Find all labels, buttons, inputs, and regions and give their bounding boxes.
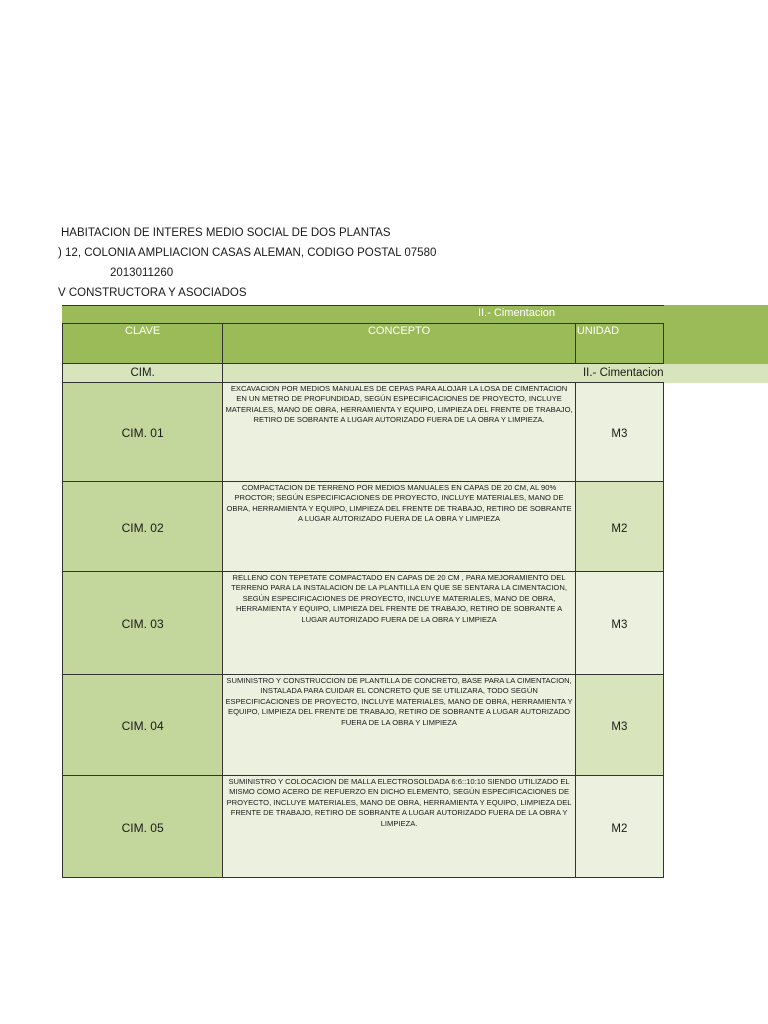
group-row xyxy=(63,364,664,383)
table-header-row xyxy=(63,324,664,364)
concepto-text: COMPACTACION DE TERRENO POR MEDIOS MANUALES EN CAPAS DE 20 CM, AL 90% PROCTOR; SEGÚN ESPECIFICACIONES DE PROYECTO, INCLUYE MATERIALES, MANO DE OBRA, HERRAMIENTA Y EQUIPO, LIMPIEZA DEL FRENTE DE TRABAJO, RETIRO DE SOBRANTE A LUGAR AUTORIZADO FUERA DE LA OBRA Y LIMPIEZA xyxy=(226,483,572,524)
clave-cell[interactable] xyxy=(63,776,223,878)
section-title-band xyxy=(62,305,664,324)
table-row xyxy=(63,572,664,675)
concepto-cell[interactable] xyxy=(223,776,576,878)
concepto-cell[interactable] xyxy=(223,572,576,675)
clave-cell[interactable] xyxy=(63,482,223,572)
column-header-unidad[interactable]: UNIDAD xyxy=(575,324,663,364)
clave-text: CIM. 04 xyxy=(121,719,164,733)
project-title: HABITACION DE INTERES MEDIO SOCIAL DE DOS PLANTAS xyxy=(61,227,391,239)
group-row-extension xyxy=(664,364,768,383)
project-address: ) 12, COLONIA AMPLIACION CASAS ALEMAN, CODIGO POSTAL 07580 xyxy=(58,247,437,259)
table-row xyxy=(63,383,664,482)
unidad-text: M3 xyxy=(611,721,628,733)
unidad-text: M2 xyxy=(611,522,628,535)
group-clave[interactable]: CIM. xyxy=(63,364,223,383)
clave-text: CIM. 02 xyxy=(121,520,164,535)
section-title-band-extension xyxy=(664,305,768,364)
unidad-text: M3 xyxy=(611,428,628,440)
unidad-cell[interactable] xyxy=(575,776,663,878)
clave-text: CIM. 05 xyxy=(121,820,164,835)
unidad-cell[interactable] xyxy=(575,572,663,675)
concepto-text: RELLENO CON TEPETATE COMPACTADO EN CAPAS DE 20 CM , PARA MEJORAMIENTO DEL TERRENO PARA LA INSTALACION DE LA PLANTILLA EN QUE SE SENTARA LA CIMENTACION, SEGÚN ESPECIFICACIONES DE PROYECTO, INCLUYE MATERIALES, MANO DE OBRA, HERRAMIENTA Y EQUIPO, LIMPIEZA DEL FRENTE DE TRABAJO, RETIRO DE SOBRANTE A LUGAR AUTORIZADO FUERA DE LA OBRA Y LIMPIEZA xyxy=(231,573,567,624)
unidad-text: M3 xyxy=(611,619,628,631)
company-name: V CONSTRUCTORA Y ASOCIADOS xyxy=(58,287,247,299)
group-label[interactable] xyxy=(223,364,664,383)
section-title: II.- Cimentacion xyxy=(478,307,556,319)
group-label-text: II.- Cimentacion xyxy=(582,367,664,379)
concepto-text: SUMINISTRO Y COLOCACION DE MALLA ELECTROSOLDADA 6:6::10:10 SIENDO UTILIZADO EL MISMO COMO ACERO DE REFUERZO EN DICHO ELEMENTO, SEGÚN ESPECIFICACIONES DE PROYECTO, INCLUYE MATERIALES, MANO DE OBRA, HERRAMIENTA Y EQUIPO, LIMPIEZA DEL FRENTE DE TRABAJO, RETIRO DE SOBRANTE A LUGAR AUTORIZADO FUERA DE LA OBRA Y LIMPIEZA. xyxy=(226,777,572,828)
column-header-clave[interactable]: CLAVE xyxy=(63,324,223,364)
table-row xyxy=(63,675,664,776)
column-header-concepto[interactable]: CONCEPTO xyxy=(223,324,576,364)
clave-cell[interactable] xyxy=(63,572,223,675)
concepto-cell[interactable] xyxy=(223,383,576,482)
concepto-cell[interactable] xyxy=(223,482,576,572)
concepto-text: SUMINISTRO Y CONSTRUCCION DE PLANTILLA DE CONCRETO, BASE PARA LA CIMENTACION, INSTALADA PARA CUIDAR EL CONCRETO QUE SE UTILIZARA, TODO SEGÚN ESPECIFICACIONES DE PROYECTO, INCLUYE MATERIALES, MANO DE OBRA, HERRAMIENTA Y EQUIPO, LIMPIEZA DEL FRENTE DE TRABAJO, RETIRO DE SOBRANTE A LUGAR AUTORIZADO FUERA DE LA OBRA Y LIMPIEZA xyxy=(225,676,573,727)
clave-text: CIM. 03 xyxy=(121,617,164,631)
budget-table xyxy=(62,323,664,878)
table-row xyxy=(63,776,664,878)
unidad-cell[interactable] xyxy=(575,383,663,482)
unidad-cell[interactable] xyxy=(575,482,663,572)
concepto-text: EXCAVACION POR MEDIOS MANUALES DE CEPAS PARA ALOJAR LA LOSA DE CIMENTACION EN UN METRO DE PROFUNDIDAD, SEGÚN ESPECIFICACIONES DE PROYECTO, INCLUYE MATERIALES, MANO DE OBRA, HERRAMIENTA Y EQUIPO, LIMPIEZA DEL FRENTE DE TRABAJO, RETIRO DE SOBRANTE A LUGAR AUTORIZADO FUERA DE LA OBRA Y LIMPIEZA. xyxy=(225,384,573,425)
clave-cell[interactable] xyxy=(63,675,223,776)
table-row xyxy=(63,482,664,572)
clave-cell[interactable] xyxy=(63,383,223,482)
project-number: 2013011260 xyxy=(110,267,174,279)
clave-text: CIM. 01 xyxy=(121,426,164,440)
concepto-cell[interactable] xyxy=(223,675,576,776)
unidad-cell[interactable] xyxy=(575,675,663,776)
unidad-text: M2 xyxy=(611,822,628,835)
